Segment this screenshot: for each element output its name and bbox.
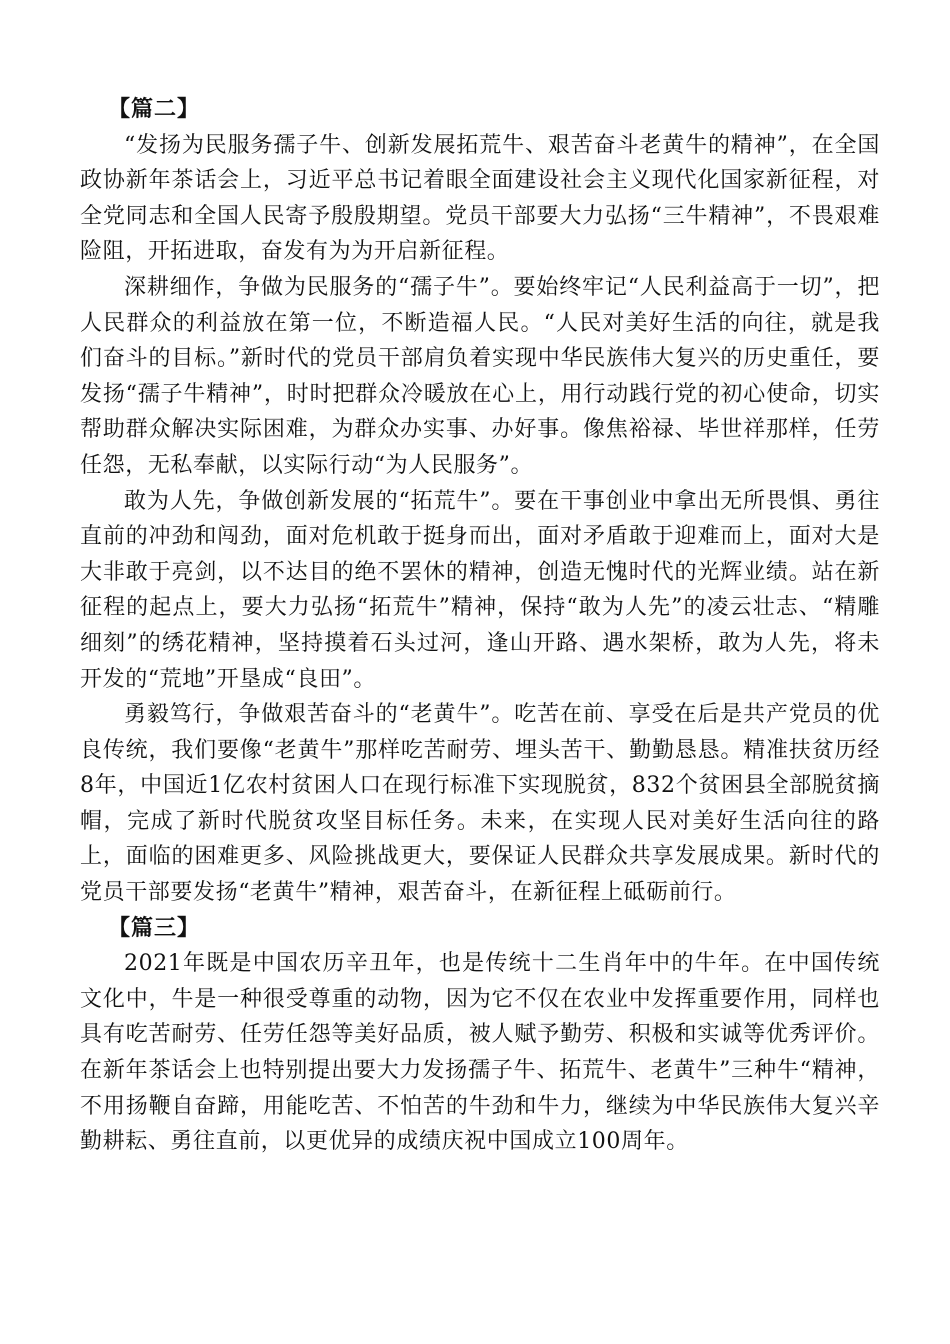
paragraph: 2021年既是中国农历辛丑年，也是传统十二生肖年中的牛年。在中国传统文化中，牛是一种很受尊重的动物，因为它不仅在农业中发挥重要作用，同样也具有吃苦耐劳、任劳任怨等美好品质，被人赋予勤劳、积极和实诚等优秀评价。在新年茶话会上也特别提出要大力发扬孺子牛、拓荒牛、老黄牛”三种牛“精神，不用扬鞭自奋蹄，用能吃苦、不怕苦的牛劲和牛力，继续为中华民族伟大复兴辛勤耕耘、勇往直前，以更优异的成绩庆祝中国成立100周年。 [80,951,880,1155]
paragraph: 勇毅笃行，争做艰苦奋斗的“老黄牛”。吃苦在前、享受在后是共产党员的优良传统，我们要像“老黄牛”那样吃苦耐劳、埋头苦干、勤勤恳恳。精准扶贫历经8年，中国近1亿农村贫困人口在现行标准下实现脱贫，832个贫困县全部脱贫摘帽，完成了新时代脱贫攻坚目标任务。未来，在实现人民对美好生活向往的路上，面临的困难更多、风险挑战更大，要保证人民群众共享发展成果。新时代的党员干部要发扬“老黄牛”精神，艰苦奋斗，在新征程上砥砺前行。 [80,702,880,906]
document-page [80,92,880,1160]
paragraph: 深耕细作，争做为民服务的“孺子牛”。要始终牢记“人民利益高于一切”，把人民群众的利益放在第一位，不断造福人民。“人民对美好生活的向往，就是我们奋斗的目标。”新时代的党员干部肩负着实现中华民族伟大复兴的历史重任，要发扬“孺子牛精神”，时时把群众冷暖放在心上，用行动践行党的初心使命，切实帮助群众解决实际困难，为群众办实事、办好事。像焦裕禄、毕世祥那样，任劳任怨，无私奉献，以实际行动“为人民服务”。 [80,274,880,478]
section-heading: 【篇二】 [108,96,201,122]
paragraph: “发扬为民服务孺子牛、创新发展拓荒牛、艰苦奋斗老黄牛的精神”，在全国政协新年茶话会上，习近平总书记着眼全面建设社会主义现代化国家新征程，对全党同志和全国人民寄予殷殷期望。党员干部要大力弘扬“三牛精神”，不畏艰难险阻，开拓进取，奋发有为为开启新征程。 [80,132,880,265]
section-part-two [80,92,880,911]
section-part-three [80,911,880,1160]
paragraph: 敢为人先，争做创新发展的“拓荒牛”。要在干事创业中拿出无所畏惧、勇往直前的冲劲和闯劲，面对危机敢于挺身而出，面对矛盾敢于迎难而上，面对大是大非敢于亮剑，以不达目的绝不罢休的精神，创造无愧时代的光辉业绩。站在新征程的起点上，要大力弘扬“拓荒牛”精神，保持“敢为人先”的凌云壮志、“精雕细刻”的绣花精神，坚持摸着石头过河，逢山开路、遇水架桥，敢为人先，将未开发的“荒地”开垦成“良田”。 [80,488,880,692]
section-heading: 【篇三】 [108,914,201,941]
